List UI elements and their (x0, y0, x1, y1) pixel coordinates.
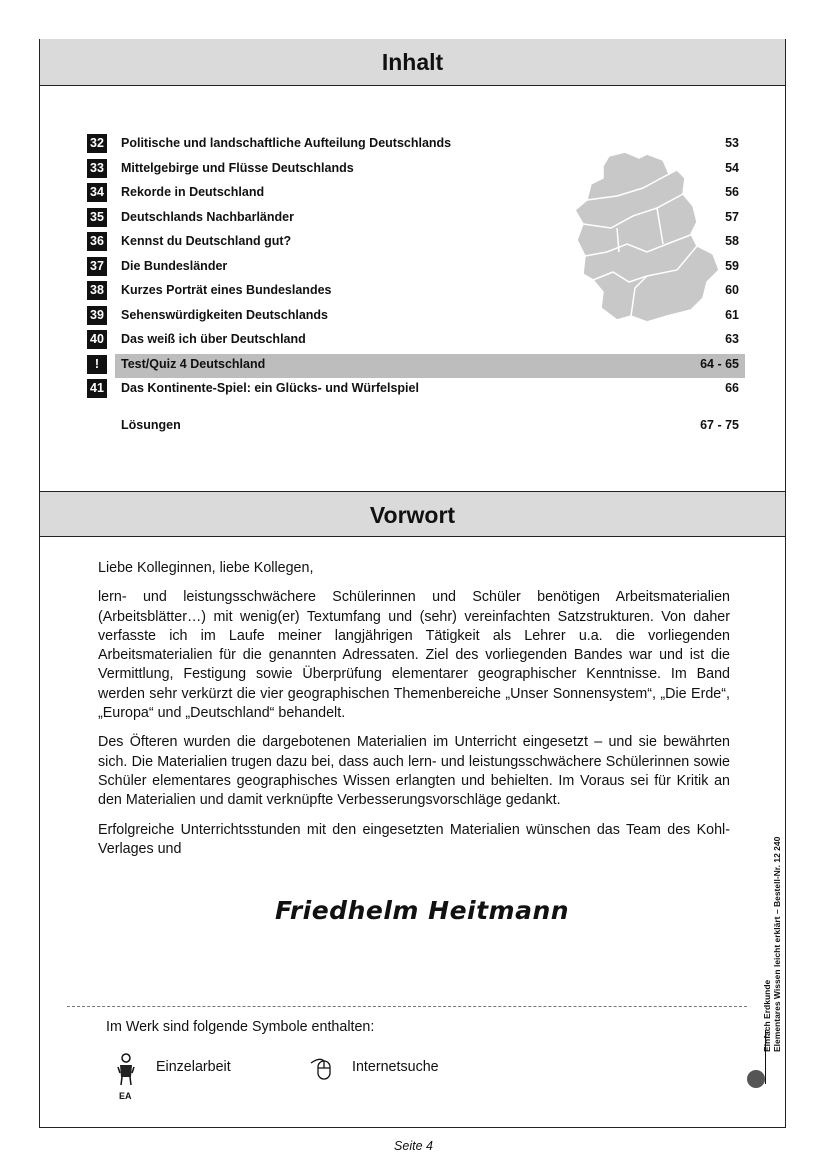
germany-map-icon (547, 148, 747, 338)
foreword-paragraph: lern- und leistungsschwächere Schülerinnen und Schüler benötigen Arbeitsmaterialien (Arbeitsblätter…) mit wenig(er) Textumfang und (sehr) vereinfachten Satzstrukturen. Von daher verfasste ich im Laufe meiner langjährigen Tätigkeit als Lehrer u.a. die vorliegenden Arbeitsmaterialien für die genannten Adressaten. Ziel des vorliegenden Bandes war und ist die Vermittlung, Festigung sowie Überprüfung elementarer geographischer Kenntnisse. Im Band werden sehr verkürzt die vier geographischen Themenbereiche „Unser Sonnensystem“, „Die Erde“, „Europa“ und „Deutschland“ behandelt. (98, 589, 730, 722)
chapter-title: Mittelgebirge und Flüsse Deutschlands (121, 160, 354, 175)
toc-entry (87, 378, 745, 403)
chapter-page: 53 (725, 136, 739, 150)
chapter-title: Die Bundesländer (121, 258, 228, 273)
solutions-page: 67 - 75 (700, 417, 739, 432)
foreword-paragraph: Erfolgreiche Unterrichtsstunden mit den eingesetzten Materialien wünschen das Team des Kohl-Verlages und (98, 821, 730, 857)
chapter-page: 66 (725, 381, 739, 395)
chapter-page: 57 (725, 209, 739, 224)
chapter-number: 35 (87, 208, 107, 227)
symbol-label: Einzelarbeit (156, 1059, 231, 1075)
symbol-label: Internetsuche (352, 1059, 439, 1075)
chapter-title: Politische und landschaftliche Aufteilung Deutschlands (121, 136, 452, 150)
chapter-title: Kennst du Deutschland gut? (121, 234, 292, 248)
chapter-number: 37 (87, 257, 107, 276)
chapter-number: 33 (87, 159, 107, 178)
foreword-body (98, 559, 730, 869)
chapter-page: 64 - 65 (700, 356, 739, 371)
page-frame (39, 39, 786, 1128)
toc-entry (94, 354, 745, 379)
chapter-title: Kurzes Porträt eines Bundeslandes (121, 283, 332, 297)
solutions-title: Lösungen (121, 417, 181, 432)
chapter-page: 54 (725, 160, 739, 175)
foreword-paragraph: Des Öfteren wurden die dargebotenen Materialien im Unterricht eingesetzt – und sie bewährten sich. Die Materialien trugen dazu bei, dass auch lern- und leistungsschwächere Schülerinnen sowie Schüler elementares geographisches Wissen erlangten und behielten. Im Voraus sei für Kritik an den Materialien und damit verknüpfte Verbesserungsvorschläge gedankt. (98, 734, 730, 809)
chapter-number: 32 (87, 134, 107, 153)
foreword-heading: Vorwort (40, 491, 785, 537)
chapter-number: 41 (87, 379, 107, 398)
series-info (762, 837, 782, 1052)
ea-tag: EA (119, 1091, 132, 1101)
chapter-number: ! (87, 355, 107, 374)
chapter-page: 61 (725, 307, 739, 322)
person-icon (116, 1053, 136, 1089)
chapter-title: Deutschlands Nachbarländer (121, 209, 294, 224)
chapter-page: 58 (725, 234, 739, 248)
author-signature: Friedhelm Heitmann (275, 896, 570, 925)
chapter-page: 56 (725, 185, 739, 199)
logo-bar (765, 1030, 776, 1084)
divider (67, 1006, 747, 1007)
chapter-number: 34 (87, 183, 107, 202)
chapter-page: 59 (725, 258, 739, 273)
chapter-number: 36 (87, 232, 107, 251)
contents-heading: Inhalt (40, 39, 785, 86)
chapter-number: 38 (87, 281, 107, 300)
chapter-number: 39 (87, 306, 107, 325)
page-number: Seite 4 (394, 1139, 433, 1153)
publisher-logo (747, 1030, 777, 1096)
chapter-number: 40 (87, 330, 107, 349)
chapter-title: Sehenswürdigkeiten Deutschlands (121, 307, 328, 322)
chapter-title: Test/Quiz 4 Deutschland (121, 356, 266, 371)
foreword-greeting: Liebe Kolleginnen, liebe Kollegen, (98, 560, 314, 576)
toc-solutions (87, 415, 745, 440)
chapter-title: Das weiß ich über Deutschland (121, 332, 306, 346)
series-subtitle: Elementares Wissen leicht erklärt – Bestell-Nr. 12 240 (772, 836, 782, 1052)
chapter-title: Das Kontinente-Spiel: ein Glücks- und Würfelspiel (121, 381, 419, 395)
chapter-title: Rekorde in Deutschland (121, 185, 265, 199)
chapter-page: 60 (725, 283, 739, 297)
symbols-intro: Im Werk sind folgende Symbole enthalten: (106, 1019, 375, 1035)
logo-tree-icon (747, 1070, 765, 1088)
mouse-icon (310, 1055, 334, 1083)
chapter-page: 63 (725, 332, 739, 346)
series-title: Einfach Erdkunde (762, 979, 772, 1052)
